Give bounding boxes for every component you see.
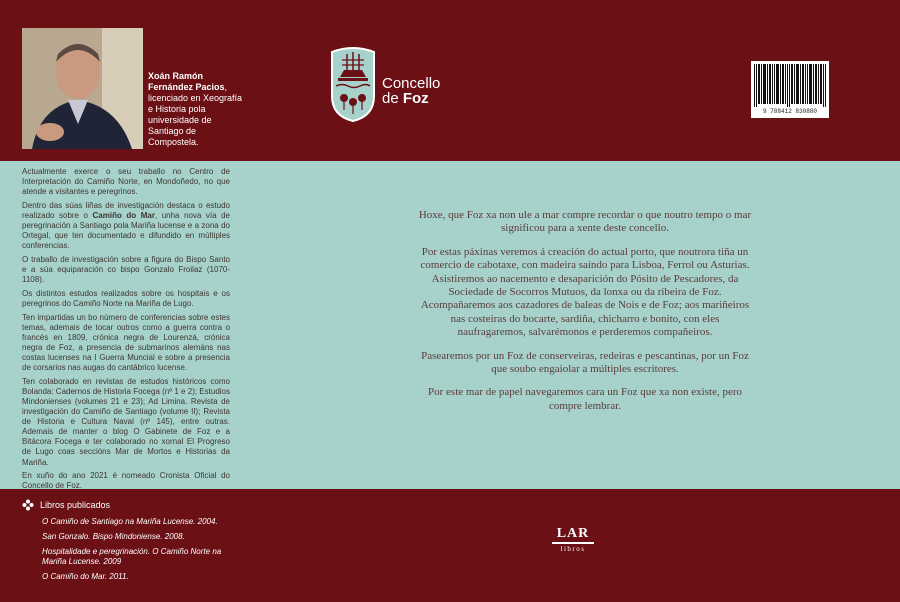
blurb-paragraph: Por estas páxinas veremos á creación do actual porto, que noutrora tiña un comercio de cabotaxe, con madeira saíndo para Lisboa, Ferrol ou Asturias. Asistiremos ao nacemento e desaparición do Pósito de Pescadores, da Sociedade de Socorros Mutuos, da lonxa ou da ribeira de Foz. Acompañaremos aos cazadores de baleas de Nois e de Foz; aos mariñeiros nas costeiras do bocarte, sardiña, chicharro e bonito, con eles naufragaremos, salvarémonos e perderemos compañeiros.: [420, 245, 750, 339]
book-item: O Camiño do Mar. 2011.: [42, 572, 129, 581]
book-item: San Gonzalo. Bispo Mindoniense. 2008.: [42, 532, 185, 541]
books-heading: [22, 499, 110, 511]
book-item: Hospitalidade e peregrinación. O Camiño Norte na Mariña Lucense. 2009: [42, 547, 222, 566]
bio-paragraph: [22, 201, 230, 251]
author-name: Xoán Ramón Fernández Pacios: [148, 71, 225, 92]
blurb-paragraph: Pasearemos por un Foz de conserveiras, redeiras e pescantinas, por un Foz que soubo engaiolar a múltiples escritores.: [421, 349, 749, 376]
bio-paragraph: Actualmente exerce o seu traballo no Centro de Interpretación do Camiño Norte, en Mondoñedo, no que atende a visitantes e peregrinos.: [22, 167, 230, 197]
flower-ornament-icon: [22, 499, 34, 511]
author-description: , licenciado en Xeografía e Historia pola universidade de Santiago de Compostela.: [148, 82, 243, 147]
author-biography: [22, 167, 230, 495]
bio-paragraph: O traballo de investigación sobre a figura do Bispo Santo e a súa equiparación co bispo Gonzalo Froilaz (1070-1108).: [22, 254, 230, 285]
blurb-paragraph: Hoxe, que Foz xa non ule a mar compre recordar o que noutro tempo o mar significou para a xente deste concello.: [418, 209, 752, 235]
isbn-barcode: [751, 61, 829, 118]
author-intro: [148, 71, 248, 148]
logo-line-2: [382, 91, 440, 106]
barcode-number: 9 788412 830880: [762, 108, 817, 115]
barcode-bars-icon: [754, 64, 826, 107]
logo-line-2-strong: Foz: [402, 90, 429, 107]
concello-logo-text: [382, 76, 440, 106]
blurb-paragraph: Por este mar de papel navegaremos cara un Foz que xa non existe, pero compre lembrar.: [428, 386, 742, 412]
bio-highlight: Camiño do Mar: [92, 210, 155, 220]
book-item: O Camiño de Santiago na Mariña Lucense. 2004.: [42, 517, 218, 526]
bio-paragraph: En xuño do ano 2021 é nomeado Cronista Oficial do Concello de Foz.: [22, 471, 230, 491]
bio-text: Dentro das súas liñas de investigación destaca o estudo realizado sobre o: [22, 200, 230, 220]
logo-line-1: Concello: [382, 75, 441, 92]
bio-paragraph: Ten colaborado en revistas de estudos históricos como Bolanda: Cadernos de Historia Focega (nº 1 e 2); Estudios Mindonienses (volumes 21 e 23); Ad Limina. Revista de investigación do Camiño de Santiago (volume II); Revista de Historia e Cultura Naval (nº 145), entre outras. Ademais de manter o blog O Gabinete de Foz e a Bitácora Focega e ter colaborado no xornal El Progreso de Lugo coas seccións Mar de Mortos e Historias da Mariña.: [22, 376, 230, 467]
publisher-logo: [552, 527, 594, 553]
concello-foz-emblem-icon: [330, 46, 376, 122]
publisher-logo-bar: [552, 542, 594, 544]
books-heading-label: Libros publicados: [40, 500, 111, 510]
books-list: [42, 517, 242, 587]
back-cover-blurb: [418, 209, 752, 423]
bio-paragraph: Ten impartidas un bo número de conferencias sobre estes temas, ademais de tocar outros como a guerra contra o francés en 1809, crónica negra de Lourenzá, crónica negra de Foz, a presencia de submarinos alemáns nas costas lucenses na I Guerra Muncial e sobre a presencia de corsarios nas augas do cantábrico lucense.: [22, 312, 230, 373]
bio-paragraph: Os distintos estudos realizados sobre os hospitais e os peregrinos do Camiño Norte na Mariña de Lugo.: [22, 288, 230, 308]
bio-text: , unha nova vía de peregrinación a Santiago pola Mariña lucense e a zona do Ortegal, que ten documentado e difundido en múltiples conferencias.: [22, 210, 231, 251]
publisher-name: LAR: [556, 526, 590, 541]
logo-line-2-pre: de: [382, 90, 403, 107]
publisher-sub: libros: [560, 545, 586, 553]
author-photo: [22, 28, 143, 149]
